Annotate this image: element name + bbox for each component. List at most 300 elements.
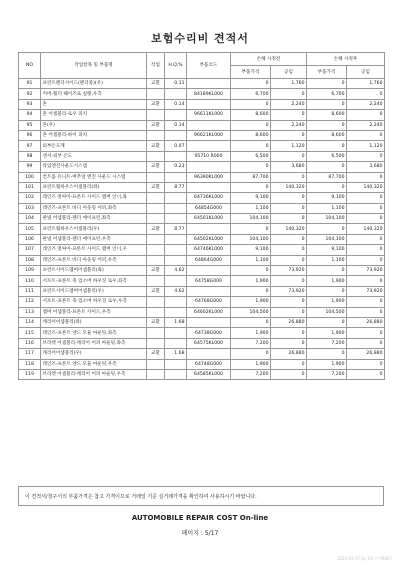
row-before-part-price: 1,100 — [231, 203, 271, 213]
table-row — [19, 369, 385, 379]
row-after-part-price: 0 — [307, 266, 347, 276]
row-no: 117 — [19, 349, 41, 359]
row-work — [147, 193, 165, 203]
row-after-labor: 0 — [347, 255, 385, 265]
row-work: 교환 — [147, 317, 165, 327]
row-after-part-price: 0 — [307, 162, 347, 172]
row-work — [147, 369, 165, 379]
row-after-labor: 2,240 — [347, 120, 385, 130]
header-part-code: 부품코드 — [187, 53, 231, 79]
table-row — [19, 89, 385, 99]
row-after-labor: 0 — [347, 369, 385, 379]
row-before-part-price: 1,900 — [231, 297, 271, 307]
row-work — [147, 151, 165, 161]
row-hq — [165, 307, 187, 317]
row-item: 프런트휠하우스어셈블리(좌) — [41, 182, 147, 192]
row-before-labor: 73,920 — [271, 266, 307, 276]
row-before-labor: 0 — [271, 151, 307, 161]
row-before-labor: 1,120 — [271, 141, 307, 151]
row-no: 104 — [19, 214, 41, 224]
row-work: 교환 — [147, 224, 165, 234]
row-part-code: 64602KL000 — [187, 307, 231, 317]
row-item: 혼 어셈블리-로우 피치 — [41, 110, 147, 120]
row-before-part-price: 0 — [231, 317, 271, 327]
row-work: 교환 — [147, 120, 165, 130]
header-after-assessment: 손해 사정후 — [307, 53, 385, 66]
row-hq — [165, 245, 187, 255]
row-hq — [165, 214, 187, 224]
row-before-part-price: 104,100 — [231, 214, 271, 224]
row-after-part-price: 6,700 — [307, 89, 347, 99]
row-before-labor: 1,760 — [271, 79, 307, 89]
page-number: 페이지 : 5/17 — [181, 530, 219, 537]
row-item: 커버-휠더 헤이즈로 실렛,우측 — [41, 89, 147, 99]
row-after-part-price: 1,900 — [307, 297, 347, 307]
row-item: 캐리어어셈블리(우) — [41, 349, 147, 359]
row-work — [147, 234, 165, 244]
row-after-part-price: 1,900 — [307, 328, 347, 338]
row-before-part-price: 87,700 — [231, 172, 271, 182]
row-hq: 0.14 — [165, 99, 187, 109]
row-after-part-price: 0 — [307, 286, 347, 296]
row-work — [147, 214, 165, 224]
table-row — [19, 349, 385, 359]
row-before-labor: 0 — [271, 338, 307, 348]
row-before-part-price: 9,100 — [231, 193, 271, 203]
row-hq — [165, 110, 187, 120]
row-no: 91 — [19, 79, 41, 89]
row-part-code — [187, 141, 231, 151]
row-after-part-price: 0 — [307, 141, 347, 151]
estimate-table — [18, 52, 385, 380]
row-after-labor: 0 — [347, 110, 385, 120]
row-work — [147, 328, 165, 338]
row-before-part-price: 0 — [231, 224, 271, 234]
row-before-part-price: 1,900 — [231, 276, 271, 286]
row-after-part-price: 0 — [307, 317, 347, 327]
table-row — [19, 110, 385, 120]
table-row — [19, 266, 385, 276]
row-work — [147, 255, 165, 265]
table-row — [19, 141, 385, 151]
row-after-labor: 26,880 — [347, 317, 385, 327]
row-before-part-price: 0 — [231, 286, 271, 296]
row-before-labor: 26,880 — [271, 349, 307, 359]
row-before-part-price: 6,500 — [231, 151, 271, 161]
row-before-labor: 0 — [271, 297, 307, 307]
row-before-labor: 0 — [271, 245, 307, 255]
row-no: 113 — [19, 307, 41, 317]
row-item: 프런트사이드멤버어셈블리(우) — [41, 286, 147, 296]
row-part-code — [187, 182, 231, 192]
row-item: 브라켓 어셈블리-캐리어 어퍼 마운팅,우측 — [41, 369, 147, 379]
row-before-labor: 26,880 — [271, 317, 307, 327]
header-hq: H.Q,% — [165, 53, 187, 79]
row-hq — [165, 172, 187, 182]
row-part-code — [187, 266, 231, 276]
row-after-part-price: 0 — [307, 99, 347, 109]
row-no: 103 — [19, 203, 41, 213]
row-before-labor: 140,320 — [271, 182, 307, 192]
row-hq — [165, 193, 187, 203]
row-after-part-price: 1,100 — [307, 203, 347, 213]
table-row — [19, 276, 385, 286]
row-item: 멤버 어셈블리-프론트 사이드,우측 — [41, 307, 147, 317]
row-part-code — [187, 99, 231, 109]
row-after-labor: 0 — [347, 359, 385, 369]
row-hq — [165, 276, 187, 286]
row-part-code: 84189KL000 — [187, 89, 231, 99]
row-before-labor: 0 — [271, 110, 307, 120]
row-item: 센서-외부 온도 — [41, 151, 147, 161]
row-work — [147, 130, 165, 140]
row-after-labor: 0 — [347, 89, 385, 99]
row-item: 레인즈 멋싸이-프론트 사이드 멤버 인너,우 — [41, 245, 147, 255]
row-before-labor: 0 — [271, 276, 307, 286]
row-hq: 0.11 — [165, 79, 187, 89]
table-row — [19, 234, 385, 244]
row-no: 114 — [19, 317, 41, 327]
row-hq: 0.14 — [165, 120, 187, 130]
row-after-labor: 0 — [347, 276, 385, 286]
row-after-labor: 3,680 — [347, 162, 385, 172]
row-part-code: 95710 R000 — [187, 151, 231, 161]
row-before-labor: 0 — [271, 130, 307, 140]
row-no: 105 — [19, 224, 41, 234]
row-item: 프런트펜더사이드(펜더몰)(우) — [41, 79, 147, 89]
row-part-code: 64501KL000 — [187, 214, 231, 224]
row-before-labor: 0 — [271, 193, 307, 203]
row-part-code: 64738G000 — [187, 328, 231, 338]
print-watermark: 2024-03-07 by SA 가 P8807 — [336, 556, 392, 561]
row-before-part-price: 9,100 — [231, 245, 271, 255]
row-before-labor: 3,680 — [271, 162, 307, 172]
table-row — [19, 172, 385, 182]
row-no: 92 — [19, 89, 41, 99]
header-row-main — [19, 53, 385, 66]
row-after-part-price: 0 — [307, 79, 347, 89]
row-hq: 4.62 — [165, 266, 187, 276]
row-after-part-price: 104,500 — [307, 307, 347, 317]
row-part-code — [187, 286, 231, 296]
row-no: 97 — [19, 141, 41, 151]
row-before-labor: 0 — [271, 359, 307, 369]
row-after-labor: 73,920 — [347, 286, 385, 296]
header-before-labor: 공임 — [271, 66, 307, 79]
row-before-part-price: 8,600 — [231, 130, 271, 140]
row-hq — [165, 328, 187, 338]
row-hq — [165, 89, 187, 99]
row-work: 교환 — [147, 141, 165, 151]
row-work: 교환 — [147, 99, 165, 109]
row-after-part-price: 0 — [307, 182, 347, 192]
table-row — [19, 99, 385, 109]
row-no: 110 — [19, 276, 41, 286]
row-no: 109 — [19, 266, 41, 276]
row-hq — [165, 297, 187, 307]
row-after-labor: 0 — [347, 214, 385, 224]
row-item: 프런트사이드멤버어셈블리(좌) — [41, 266, 147, 276]
row-item: 컨트롤 유니트-버추얼 엔진 사운드 시스템 — [41, 172, 147, 182]
row-work: 교환 — [147, 162, 165, 172]
row-item: 레인즈-프론트 엔드 모듈 마운팅,좌측 — [41, 328, 147, 338]
row-work — [147, 297, 165, 307]
row-after-part-price: 1,900 — [307, 359, 347, 369]
row-item: 캐리어어셈블리(좌) — [41, 317, 147, 327]
row-after-part-price: 6,500 — [307, 151, 347, 161]
header-work: 작업 — [147, 53, 165, 79]
row-item: 혼(우) — [41, 120, 147, 130]
row-hq — [165, 151, 187, 161]
row-before-part-price: 1,900 — [231, 328, 271, 338]
row-work — [147, 307, 165, 317]
row-item: 레인즈-프론트 엔드 모듈 마운팅,우측 — [41, 359, 147, 369]
row-after-part-price: 0 — [307, 224, 347, 234]
row-item: 레인즈-프론트 바디 아웃링 어퍼,우측 — [41, 255, 147, 265]
row-part-code: 96390KL000 — [187, 172, 231, 182]
header-no: NO — [19, 53, 41, 79]
row-no: 119 — [19, 369, 41, 379]
row-work: 교환 — [147, 79, 165, 89]
row-part-code — [187, 79, 231, 89]
row-hq — [165, 255, 187, 265]
row-work — [147, 245, 165, 255]
row-item: 레인즈 멋싸이-프론트 사이드 멤버 인너,좌 — [41, 193, 147, 203]
row-hq — [165, 234, 187, 244]
row-no: 94 — [19, 110, 41, 120]
header-after-part-price: 부품가격 — [307, 66, 347, 79]
row-before-labor: 140,320 — [271, 224, 307, 234]
row-after-part-price: 1,900 — [307, 276, 347, 286]
row-before-part-price: 7,200 — [231, 369, 271, 379]
row-part-code: 64585KL000 — [187, 369, 231, 379]
row-hq: 4.62 — [165, 286, 187, 296]
row-no: 108 — [19, 255, 41, 265]
row-after-labor: 140,320 — [347, 182, 385, 192]
row-part-code: 64736KL000 — [187, 193, 231, 203]
table-row — [19, 328, 385, 338]
table-row — [19, 255, 385, 265]
row-after-part-price: 7,200 — [307, 369, 347, 379]
row-no: 111 — [19, 286, 41, 296]
row-after-part-price: 104,100 — [307, 214, 347, 224]
header-item: 작업항목 및 부품명 — [41, 53, 147, 79]
row-no: 112 — [19, 297, 41, 307]
row-item: 레인즈-프론트 바디 아웃링 어퍼,좌측 — [41, 203, 147, 213]
row-part-code: 96621KL000 — [187, 130, 231, 140]
row-before-labor: 0 — [271, 89, 307, 99]
row-part-code: 64768G000 — [187, 297, 231, 307]
row-part-code: 64854G000 — [187, 203, 231, 213]
row-after-labor: 0 — [347, 328, 385, 338]
row-no: 96 — [19, 130, 41, 140]
row-item: 프런트휠하우스어셈블리(우) — [41, 224, 147, 234]
row-after-labor: 1,760 — [347, 79, 385, 89]
row-no: 118 — [19, 359, 41, 369]
table-row — [19, 224, 385, 234]
row-work: 교환 — [147, 182, 165, 192]
row-after-labor: 0 — [347, 203, 385, 213]
row-after-part-price: 7,200 — [307, 338, 347, 348]
row-part-code — [187, 120, 231, 130]
table-row — [19, 214, 385, 224]
row-before-part-price: 0 — [231, 349, 271, 359]
row-after-labor: 1,120 — [347, 141, 385, 151]
row-hq — [165, 130, 187, 140]
row-before-part-price: 6,700 — [231, 89, 271, 99]
row-before-part-price: 0 — [231, 162, 271, 172]
row-work: 교환 — [147, 349, 165, 359]
table-row — [19, 317, 385, 327]
row-work — [147, 276, 165, 286]
row-after-part-price: 9,100 — [307, 245, 347, 255]
row-after-labor: 140,320 — [347, 224, 385, 234]
row-part-code — [187, 349, 231, 359]
table-row — [19, 182, 385, 192]
row-after-labor: 0 — [347, 193, 385, 203]
row-part-code: 64575KL000 — [187, 338, 231, 348]
row-before-labor: 0 — [271, 203, 307, 213]
row-after-labor: 0 — [347, 130, 385, 140]
row-item: 브라켓 어셈블리-캐리어 어퍼 마운팅,좌측 — [41, 338, 147, 348]
row-hq: 1.68 — [165, 317, 187, 327]
row-work — [147, 110, 165, 120]
row-no: 93 — [19, 99, 41, 109]
row-after-labor: 0 — [347, 151, 385, 161]
row-after-labor: 0 — [347, 245, 385, 255]
row-before-part-price: 7,200 — [231, 338, 271, 348]
header-before-part-price: 부품가격 — [231, 66, 271, 79]
table-row — [19, 193, 385, 203]
row-before-part-price: 1,900 — [231, 359, 271, 369]
row-part-code: 64502KL000 — [187, 234, 231, 244]
row-after-labor: 2,240 — [347, 99, 385, 109]
table-row — [19, 338, 385, 348]
footer-title: AUTOMOBILE REPAIR COST On-line — [131, 514, 269, 522]
row-before-part-price: 0 — [231, 99, 271, 109]
row-before-part-price: 104,100 — [231, 234, 271, 244]
row-part-code: 64748G000 — [187, 359, 231, 369]
row-after-labor: 0 — [347, 234, 385, 244]
table-row — [19, 286, 385, 296]
row-item: 혼 어셈블리-하이 피치 — [41, 130, 147, 140]
table-row — [19, 245, 385, 255]
row-item: 외부온도계 — [41, 141, 147, 151]
row-after-labor: 0 — [347, 338, 385, 348]
row-item: 판넬 어셈블리-펜더 에이프런,좌측 — [41, 214, 147, 224]
row-before-labor: 0 — [271, 172, 307, 182]
row-no: 99 — [19, 162, 41, 172]
row-no: 100 — [19, 172, 41, 182]
row-item: 판넬 어셈블리-펜더 에이프런,우측 — [41, 234, 147, 244]
row-work — [147, 203, 165, 213]
row-before-labor: 0 — [271, 369, 307, 379]
header-after-labor: 공임 — [347, 66, 385, 79]
row-after-part-price: 1,100 — [307, 255, 347, 265]
row-before-part-price: 0 — [231, 182, 271, 192]
row-before-part-price: 8,600 — [231, 110, 271, 120]
row-after-part-price: 104,100 — [307, 234, 347, 244]
row-after-labor: 73,920 — [347, 266, 385, 276]
row-before-part-price: 0 — [231, 120, 271, 130]
row-after-labor: 26,880 — [347, 349, 385, 359]
row-part-code — [187, 162, 231, 172]
notes-box: 이 견적서/청구서의 부품가격은 참고 가격이므로 거래일 기준 실거래가격을 확인하여 사용하시기 바랍니다. — [18, 486, 384, 506]
row-hq — [165, 359, 187, 369]
row-before-labor: 0 — [271, 307, 307, 317]
row-before-part-price: 0 — [231, 266, 271, 276]
table-row — [19, 79, 385, 89]
table-row — [19, 359, 385, 369]
document-title: 보험수리비 견적서 — [151, 32, 249, 45]
row-work — [147, 89, 165, 99]
row-after-part-price: 8,600 — [307, 130, 347, 140]
row-no: 116 — [19, 338, 41, 348]
row-work — [147, 359, 165, 369]
row-part-code: 64864G000 — [187, 255, 231, 265]
row-hq — [165, 203, 187, 213]
row-after-labor: 0 — [347, 172, 385, 182]
row-work: 교환 — [147, 286, 165, 296]
row-before-labor: 2,240 — [271, 120, 307, 130]
row-part-code: 64746KL000 — [187, 245, 231, 255]
table-row — [19, 162, 385, 172]
row-no: 115 — [19, 328, 41, 338]
row-after-part-price: 9,100 — [307, 193, 347, 203]
row-item: 서포트-프론트 축 업소버 하우징 로우,좌측 — [41, 276, 147, 286]
table-row — [19, 307, 385, 317]
row-no: 106 — [19, 234, 41, 244]
row-no: 95 — [19, 120, 41, 130]
row-item: 라임엔진사운드시스템 — [41, 162, 147, 172]
row-hq: 0.23 — [165, 162, 187, 172]
table-row — [19, 297, 385, 307]
table-row — [19, 130, 385, 140]
row-after-part-price: 0 — [307, 349, 347, 359]
row-part-code: 96611KL000 — [187, 110, 231, 120]
row-hq — [165, 338, 187, 348]
row-part-code: 64758G000 — [187, 276, 231, 286]
row-after-part-price: 0 — [307, 120, 347, 130]
row-before-part-price: 0 — [231, 141, 271, 151]
row-before-part-price: 1,100 — [231, 255, 271, 265]
row-after-part-price: 87,700 — [307, 172, 347, 182]
row-before-labor: 0 — [271, 328, 307, 338]
row-work — [147, 172, 165, 182]
header-before-assessment: 손해 사정전 — [231, 53, 307, 66]
row-item: 서포트-프론트 축 업소버 하우징 로우,우측 — [41, 297, 147, 307]
row-hq: 8.77 — [165, 224, 187, 234]
row-after-labor: 0 — [347, 307, 385, 317]
row-part-code — [187, 224, 231, 234]
row-hq: 0.07 — [165, 141, 187, 151]
row-work: 교환 — [147, 266, 165, 276]
row-after-part-price: 8,600 — [307, 110, 347, 120]
row-no: 102 — [19, 193, 41, 203]
row-hq — [165, 369, 187, 379]
table-row — [19, 120, 385, 130]
row-no: 98 — [19, 151, 41, 161]
row-before-labor: 0 — [271, 234, 307, 244]
row-item: 혼 — [41, 99, 147, 109]
row-hq: 1.68 — [165, 349, 187, 359]
row-no: 101 — [19, 182, 41, 192]
row-after-labor: 0 — [347, 297, 385, 307]
table-row — [19, 151, 385, 161]
row-before-part-price: 0 — [231, 79, 271, 89]
row-hq: 8.77 — [165, 182, 187, 192]
row-no: 107 — [19, 245, 41, 255]
